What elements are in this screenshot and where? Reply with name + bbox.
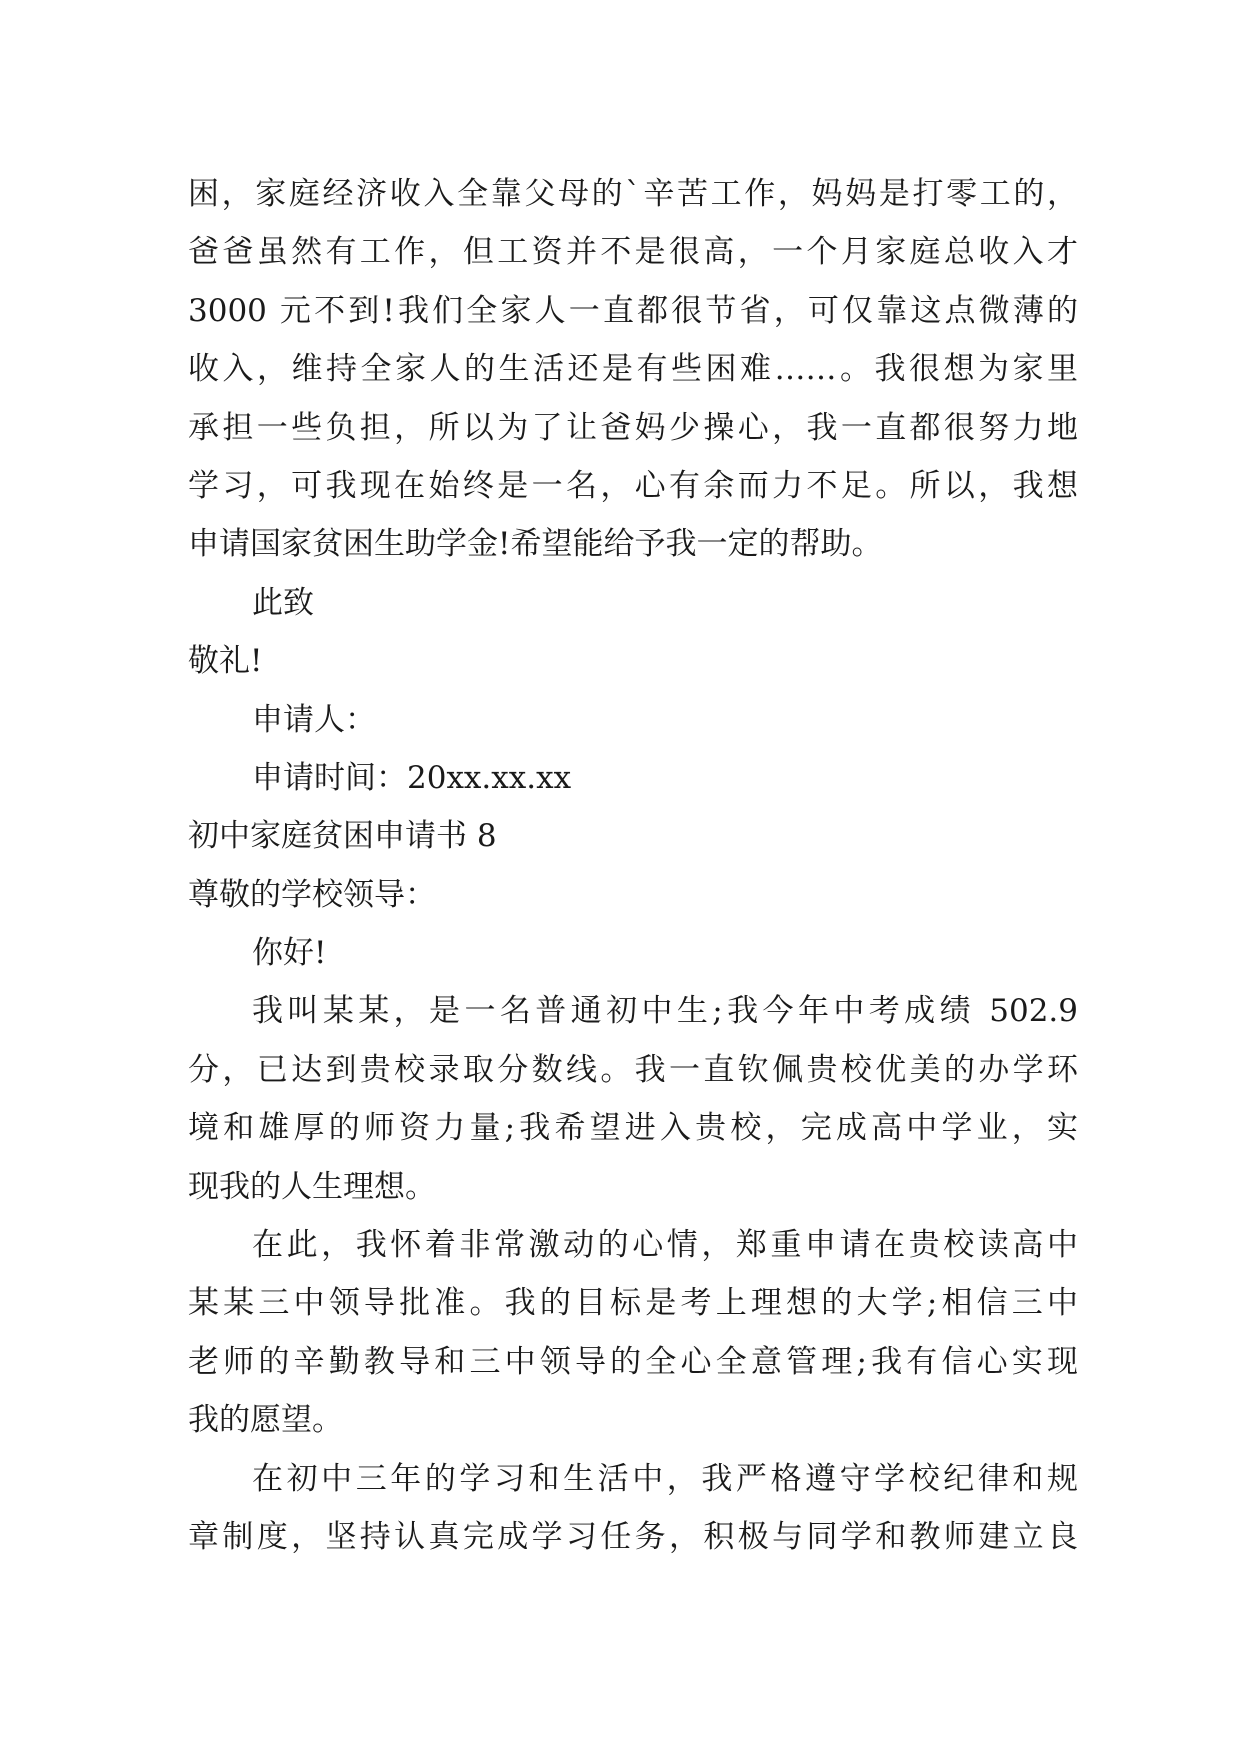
document-line: 承担一些负担，所以为了让爸妈少操心，我一直都很努力地 [188, 409, 1078, 446]
document-line: 某某三中领导批准。我的目标是考上理想的大学;相信三中 [188, 1285, 1078, 1322]
document-line: 你好! [252, 935, 327, 972]
document-line: 此致 [252, 584, 314, 621]
document-body [188, 165, 1078, 1566]
document-line: 申请人： [252, 701, 376, 738]
document-line: 敬礼! [188, 643, 263, 680]
document-line: 在此，我怀着非常激动的心情，郑重申请在贵校读高中 [252, 1227, 1078, 1264]
document-line: 尊敬的学校领导： [188, 876, 436, 913]
document-line: 老师的辛勤教导和三中领导的全心全意管理;我有信心实现 [188, 1343, 1078, 1380]
document-line: 3000 元不到!我们全家人一直都很节省，可仅靠这点微薄的 [188, 292, 1078, 329]
document-line: 学习，可我现在始终是一名，心有余而力不足。所以，我想 [188, 467, 1078, 504]
document-line: 我叫某某，是一名普通初中生;我今年中考成绩 502.9 [252, 993, 1078, 1030]
document-line: 现我的人生理想。 [188, 1168, 436, 1205]
document-line: 我的愿望。 [188, 1402, 343, 1439]
document-line: 收入，维持全家人的生活还是有些困难……。我很想为家里 [188, 351, 1078, 388]
document-line: 分，已达到贵校录取分数线。我一直钦佩贵校优美的办学环 [188, 1051, 1078, 1088]
document-line: 章制度，坚持认真完成学习任务，积极与同学和教师建立良 [188, 1518, 1078, 1555]
document-line: 在初中三年的学习和生活中，我严格遵守学校纪律和规 [252, 1460, 1078, 1497]
document-line: 申请国家贫困生助学金!希望能给予我一定的帮助。 [188, 526, 883, 563]
document-line: 困，家庭经济收入全靠父母的`辛苦工作，妈妈是打零工的， [188, 176, 1078, 212]
document-line: 初中家庭贫困申请书 8 [188, 818, 497, 855]
document-line: 申请时间：20xx.xx.xx [252, 759, 572, 796]
document-line: 境和雄厚的师资力量;我希望进入贵校，完成高中学业，实 [188, 1110, 1078, 1147]
document-line: 爸爸虽然有工作，但工资并不是很高，一个月家庭总收入才 [188, 234, 1078, 271]
